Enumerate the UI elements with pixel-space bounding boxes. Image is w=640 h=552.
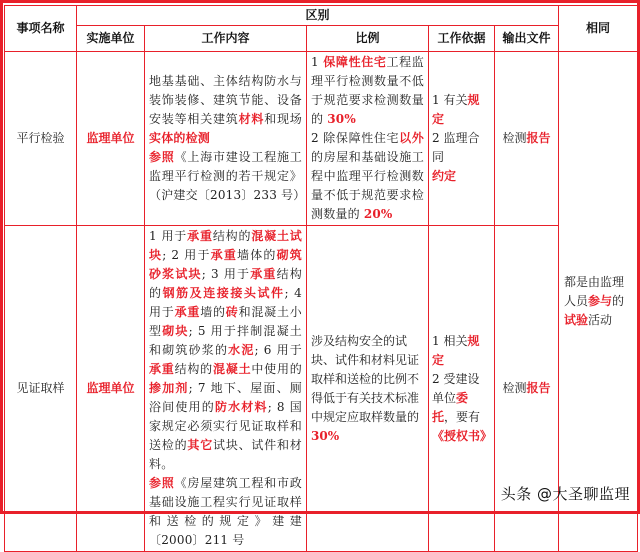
row-ratio: 1 保障性住宅工程监理平行检测数量不低于规范要求检测数量的 30% 2 除保障性住宅以外的房屋和基础设施工程中监理平行检测数量不低于规范要求检测数量的 20% [307, 52, 429, 226]
row-basis: 1 相关规定 2 受建设单位委托，要有《授权书》 [429, 226, 495, 552]
watermark: 头条 @大圣聊监理 [500, 485, 630, 503]
header-content: 工作内容 [145, 26, 307, 52]
table-row [5, 52, 638, 226]
row-basis: 1 有关规定 2 监理合同 约定 [429, 52, 495, 226]
comparison-table [4, 5, 638, 552]
same-cell: 都是由监理人员参与的试验活动 [559, 52, 638, 552]
row-output: 检测报告 [495, 226, 559, 552]
header-ratio: 比例 [307, 26, 429, 52]
row-unit: 监理单位 [77, 52, 145, 226]
header-difference: 区别 [77, 6, 559, 26]
row-name-parallel-test: 平行检验 [5, 52, 77, 226]
row-unit: 监理单位 [77, 226, 145, 552]
row-content: 1 用于承重结构的混凝土试块; 2 用于承重墙体的砌筑砂浆试块; 3 用于承重结构的钢筋及连接接头试件; 4 用于承重墙的砖和混凝土小型砌块; 5 用于拌制混凝土和砌筑砂浆的水泥; 6 用于承重结构的混凝土中使用的掺加剂; 7 地下、屋面、厕浴间使用的防水材料; 8 国家规定必须实行见证取样和送检的其它试块、试件和材料。 参照《房屋建筑工程和市政基础设施工程实行见证取样和送检的规定》建建〔2000〕211 号 [145, 226, 307, 552]
row-output: 检测报告 [495, 52, 559, 226]
header-item-name: 事项名称 [5, 6, 77, 52]
row-name-witness-sampling: 见证取样 [5, 226, 77, 552]
row-content: 地基基础、主体结构防水与装饰装修、建筑节能、设备安装等相关建筑材料和现场实体的检测 参照《上海市建设工程施工监理平行检测的若干规定》（沪建交〔2013〕233 号） [145, 52, 307, 226]
header-output: 输出文件 [495, 26, 559, 52]
row-ratio: 涉及结构安全的试块、试件和材料见证取样和送检的比例不得低于有关技术标准中规定应取样数量的 30% [307, 226, 429, 552]
header-same: 相同 [559, 6, 638, 52]
header-basis: 工作依据 [429, 26, 495, 52]
header-unit: 实施单位 [77, 26, 145, 52]
